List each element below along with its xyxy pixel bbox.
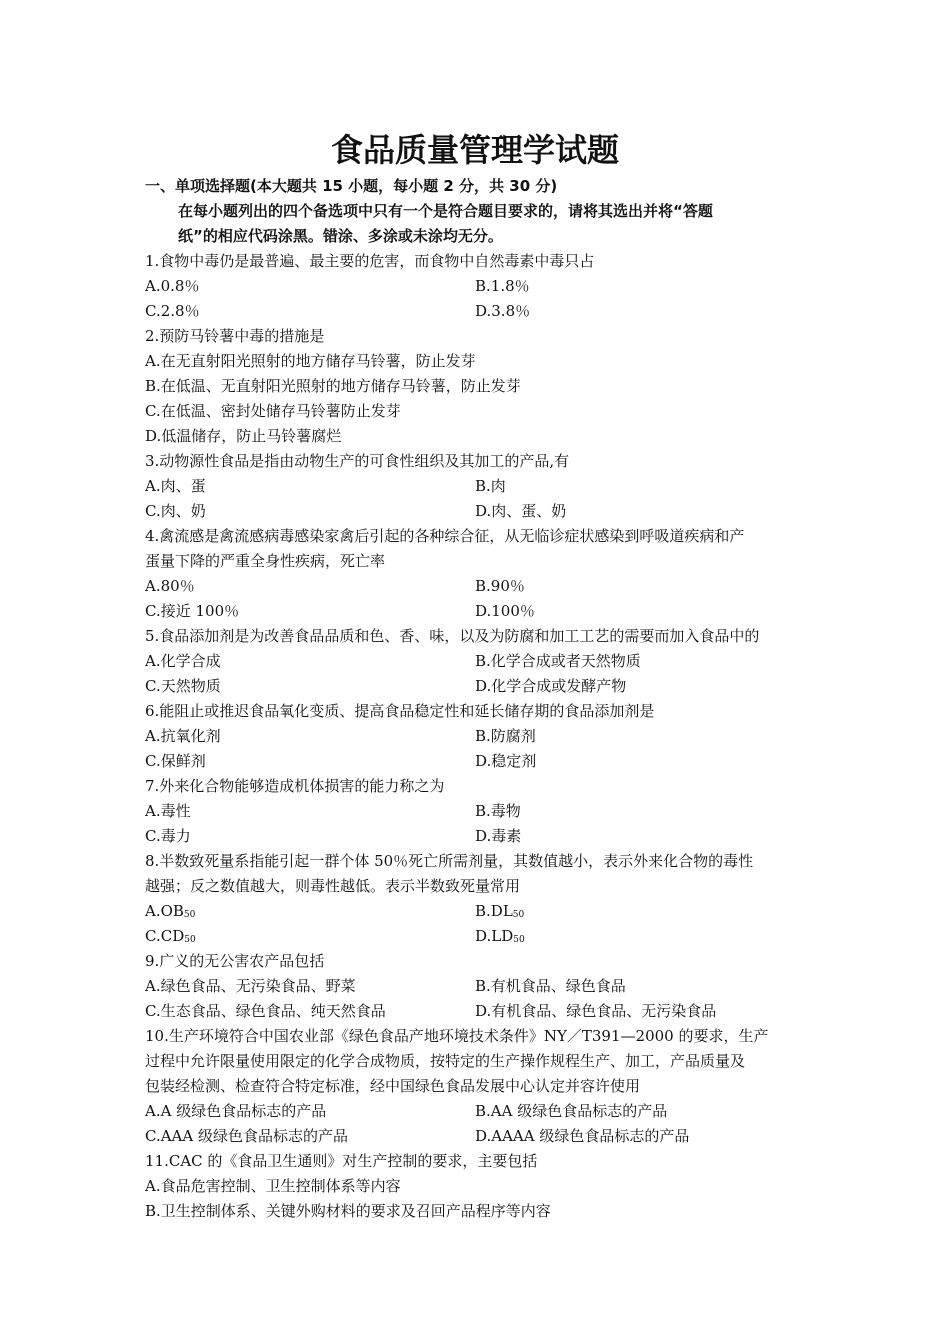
option-b: B.肉 [475, 477, 506, 495]
question-stem: 4.禽流感是禽流感病毒感染家禽后引起的各种综合征，从无临诊症状感染到呼吸道疾病和产 [145, 527, 745, 545]
option-c: C.毒力 [145, 827, 191, 845]
option-c [145, 924, 475, 949]
option-b: B.毒物 [475, 802, 521, 820]
option-row [145, 274, 813, 299]
question-stem: 8.半数致死量系指能引起一群个体 50％死亡所需剂量，其数值越小，表示外来化合物的毒性 [145, 852, 754, 870]
option-a: A.在无直射阳光照射的地方储存马铃薯，防止发芽 [145, 352, 476, 370]
question-stem-cont: 包装经检测、检查符合特定标准，经中国绿色食品发展中心认定并容许使用 [145, 1077, 641, 1095]
instructions [145, 199, 813, 249]
question-stem: 7.外来化合物能够造成机体损害的能力称之为 [145, 777, 445, 795]
option-b: B.防腐剂 [475, 727, 536, 745]
option-d: D.毒素 [475, 827, 522, 845]
option-a-text: A.OB [145, 902, 184, 920]
option-b: B.有机食品、绿色食品 [475, 977, 626, 995]
option-a: A.绿色食品、无污染食品、野菜 [145, 977, 356, 995]
question-stem: 10.生产环境符合中国农业部《绿色食品产地环境技术条件》NY／T391—2000 的要求，生产 [145, 1027, 769, 1045]
question-stem-cont: 蛋量下降的严重全身性疾病，死亡率 [145, 552, 386, 570]
option-c: C.生态食品、绿色食品、纯天然食品 [145, 1002, 386, 1020]
subscript: 50 [184, 935, 196, 945]
option-a: A.0.8％ [145, 277, 200, 295]
option-c: C.肉、奶 [145, 502, 206, 520]
option-row [145, 1124, 813, 1149]
option-row [145, 574, 813, 599]
option-row [145, 824, 813, 849]
option-c: C.AAA 级绿色食品标志的产品 [145, 1127, 348, 1145]
option-c: C.天然物质 [145, 677, 221, 695]
question-stem: 2.预防马铃薯中毒的措施是 [145, 327, 325, 345]
instruction-line: 在每小题列出的四个备选项中只有一个是符合题目要求的，请将其选出并将“答题 [178, 202, 713, 220]
option-row [145, 499, 813, 524]
option-b: B.在低温、无直射阳光照射的地方储存马铃薯，防止发芽 [145, 377, 521, 395]
question-stem: 6.能阻止或推迟食品氧化变质、提高食品稳定性和延长储存期的食品添加剂是 [145, 702, 655, 720]
option-row [145, 899, 813, 924]
option-row [145, 474, 813, 499]
option-d: D.有机食品、绿色食品、无污染食品 [475, 1002, 717, 1020]
instruction-line: 纸”的相应代码涂黑。错涂、多涂或未涂均无分。 [178, 227, 503, 245]
option-d [475, 924, 525, 949]
option-row [145, 724, 813, 749]
option-a: A.食品危害控制、卫生控制体系等内容 [145, 1177, 401, 1195]
option-d: D.化学合成或发酵产物 [475, 677, 627, 695]
question-stem: 3.动物源性食品是指由动物生产的可食性组织及其加工的产品,有 [145, 452, 570, 470]
option-c: C.保鲜剂 [145, 752, 206, 770]
option-b-text: B.DL [475, 902, 513, 920]
option-row [145, 749, 813, 774]
option-a: A.化学合成 [145, 652, 221, 670]
option-b: B.AA 级绿色食品标志的产品 [475, 1102, 668, 1120]
option-c: C.2.8％ [145, 302, 200, 320]
option-b [475, 899, 524, 924]
option-c-text: C.CD [145, 927, 185, 945]
option-a: A.肉、蛋 [145, 477, 206, 495]
option-row [145, 299, 813, 324]
option-row [145, 924, 813, 949]
option-a: A.毒性 [145, 802, 191, 820]
option-row [145, 674, 813, 699]
question-stem: 11.CAC 的《食品卫生通则》对生产控制的要求，主要包括 [145, 1152, 538, 1170]
option-c: C.接近 100％ [145, 602, 240, 620]
option-b: B.化学合成或者天然物质 [475, 652, 641, 670]
option-row [145, 649, 813, 674]
option-d: D.稳定剂 [475, 752, 537, 770]
question-stem-cont: 越强；反之数值越大，则毒性越低。表示半数致死量常用 [145, 877, 521, 895]
option-a: A.抗氧化剂 [145, 727, 221, 745]
option-b: B.90％ [475, 577, 525, 595]
option-d: D.低温储存，防止马铃薯腐烂 [145, 427, 342, 445]
option-d: D.100％ [475, 602, 535, 620]
question-stem: 9.广义的无公害农产品包括 [145, 952, 325, 970]
question-stem: 5.食品添加剂是为改善食品品质和色、香、味，以及为防腐和加工工艺的需要而加入食品中的 [145, 627, 760, 645]
page-title: 食品质量管理学试题 [330, 131, 619, 169]
subscript: 50 [512, 910, 525, 920]
exam-body [145, 174, 813, 1224]
subscript: 50 [183, 910, 196, 920]
option-b: B.1.8％ [475, 277, 530, 295]
option-row [145, 599, 813, 624]
option-d: D.3.8％ [475, 302, 531, 320]
option-row [145, 799, 813, 824]
option-d-text: D.LD [475, 927, 514, 945]
option-a: A.A 级绿色食品标志的产品 [145, 1102, 327, 1120]
subscript: 50 [513, 935, 525, 945]
option-d: D.肉、蛋、奶 [475, 502, 567, 520]
option-c: C.在低温、密封处储存马铃薯防止发芽 [145, 402, 401, 420]
option-row [145, 1099, 813, 1124]
option-d: D.AAAA 级绿色食品标志的产品 [475, 1127, 690, 1145]
question-stem: 1.食物中毒仍是最普遍、最主要的危害，而食物中自然毒素中毒只占 [145, 252, 595, 270]
question-stem-cont: 过程中允许限量使用限定的化学合成物质，按特定的生产操作规程生产、加工，产品质量及 [145, 1052, 746, 1070]
section-heading: 一、单项选择题(本大题共 15 小题，每小题 2 分，共 30 分) [145, 177, 558, 195]
option-row [145, 974, 813, 999]
option-b: B.卫生控制体系、关键外购材料的要求及召回产品程序等内容 [145, 1202, 551, 1220]
option-a [145, 899, 475, 924]
option-row [145, 999, 813, 1024]
option-a: A.80％ [145, 577, 195, 595]
